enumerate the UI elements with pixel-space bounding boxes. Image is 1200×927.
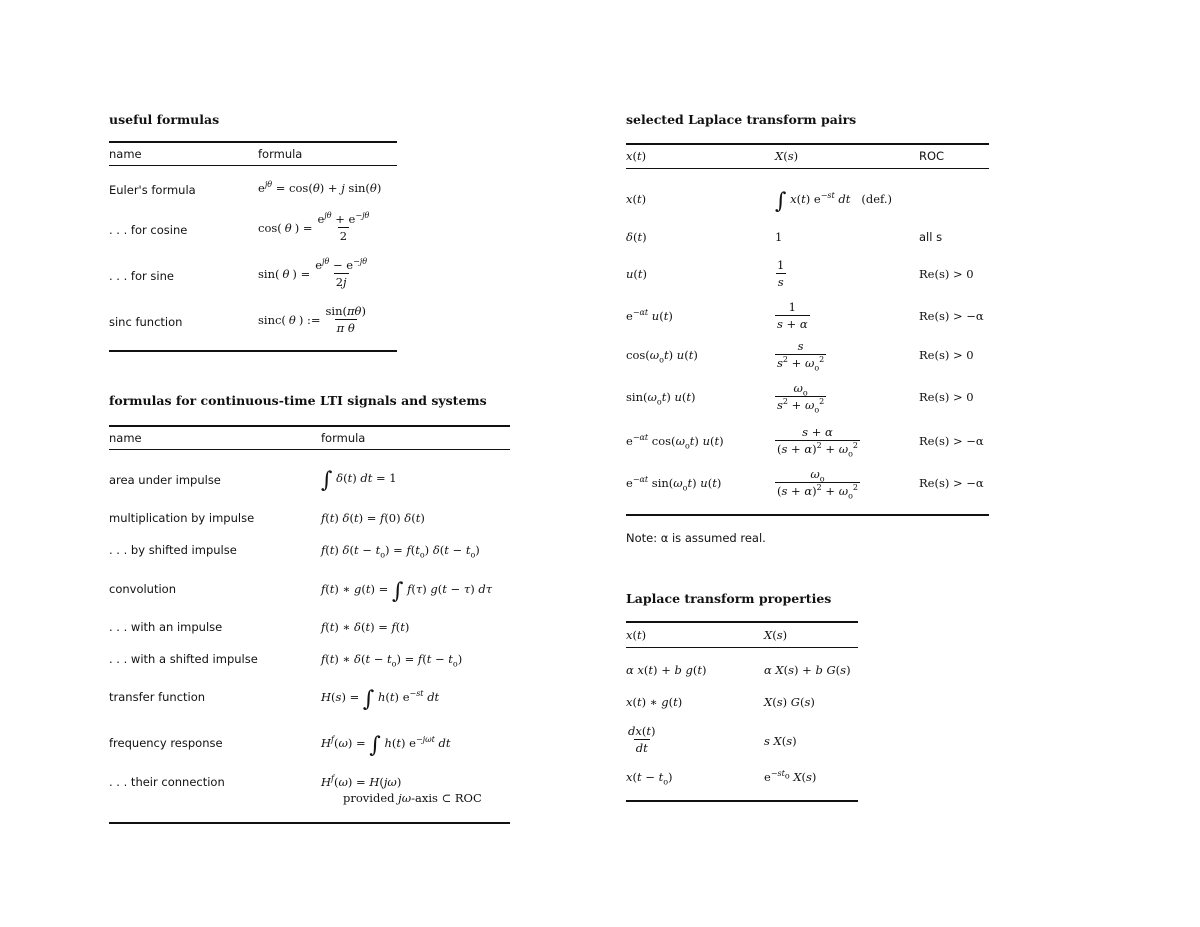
- lti-title: formulas for continuous-time LTI signals and systems: [109, 393, 487, 408]
- pair-x-cos: $\cos(\omega_ot)$ u(t): [626, 348, 698, 365]
- laplace-props-title: Laplace transform properties: [626, 591, 832, 606]
- area-under-impulse-formula: ∫ δ(t) dt = 1: [321, 468, 397, 493]
- useful-header-rule: [109, 165, 397, 166]
- cosine-formula: cos( θ ) = $\frac{e^{j\theta} + e^{-j\theta}}{2}$: [258, 211, 370, 243]
- lti-row-name: multiplication by impulse: [109, 511, 255, 525]
- def-label: (def.): [861, 192, 892, 206]
- lti-row-name: area under impulse: [109, 473, 221, 487]
- pair-x-damped-cos: $e^{-\alpha t}$ $\cos(\omega_ot)$ u(t): [626, 433, 724, 451]
- useful-header-name: name: [109, 147, 142, 161]
- useful-bottom-rule: [109, 350, 397, 352]
- multiplication-formula: f(t) δ(t) = f(0) δ(t): [321, 511, 425, 525]
- props-bottom-rule: [626, 800, 858, 802]
- shifted-impulse-formula: f(t) $\delta(t - t_o) = f(t_o)$ $\delta(t - t_o)$: [321, 543, 480, 560]
- frequency-response-formula: $H^f(\omega)$ = ∫ h(t) $e^{-j\omega t}$ dt: [321, 733, 451, 758]
- useful-header-formula: formula: [258, 147, 303, 161]
- props-header-rule: [626, 647, 858, 648]
- impulse-convolution-formula: f(t) ∗ δ(t) = f(t): [321, 620, 410, 634]
- lti-header-name: name: [109, 431, 142, 445]
- pair-X-def: ∫ x(t) $e^{-st}$ dt (def.): [775, 189, 892, 214]
- pairs-header-x: x(t): [626, 149, 647, 163]
- pair-x-def: x(t): [626, 192, 647, 206]
- props-header-x: x(t): [626, 628, 647, 642]
- pair-x-exp: $e^{-\alpha t}$ u(t): [626, 308, 673, 323]
- pair-X-damped-sin: $\frac{\omega_o}{(s + \alpha)^2 + \omega_o^2}$: [777, 467, 858, 501]
- pair-roc-exp: Re(s) > −α: [919, 309, 984, 323]
- connection-note: provided jω-axis ⊂ ROC: [343, 791, 482, 805]
- useful-top-rule: [109, 141, 397, 143]
- pairs-header-roc: ROC: [919, 149, 945, 163]
- lti-row-name: transfer function: [109, 690, 206, 704]
- pair-roc-cos: Re(s) > 0: [919, 348, 974, 362]
- pairs-note: Note: α is assumed real.: [626, 531, 766, 545]
- shifted-impulse-convolution-formula: f(t) ∗ $\delta(t - t_o) = f(t - t_o)$: [321, 652, 463, 669]
- lti-row-name: . . . their connection: [109, 775, 225, 789]
- sine-formula: sin( θ ) = $\frac{e^{j\theta} - e^{-j\theta}}{2j}$: [258, 257, 368, 289]
- lti-row-name: . . . by shifted impulse: [109, 543, 237, 557]
- prop-x-linearity: α x(t) + b g(t): [626, 663, 707, 677]
- lti-row-name: convolution: [109, 582, 177, 596]
- prop-x-derivative: $\frac{dx(t)}{dt}$: [628, 724, 656, 755]
- laplace-pairs-title: selected Laplace transform pairs: [626, 112, 857, 127]
- pairs-top-rule: [626, 143, 989, 145]
- pairs-header-rule: [626, 168, 989, 169]
- props-top-rule: [626, 621, 858, 623]
- pair-X-step: $\frac{1}{s}$: [777, 258, 785, 289]
- prop-x-convolution: x(t) ∗ g(t): [626, 695, 683, 709]
- convolution-formula: f(t) ∗ g(t) = ∫ f(τ) g(t − τ) dτ: [321, 579, 493, 604]
- pair-X-cos: $\frac{s}{s^2 + \omega_o^2}$: [777, 339, 825, 373]
- useful-row-name: . . . for sine: [109, 269, 174, 283]
- prop-X-convolution: X(s) G(s): [764, 695, 815, 709]
- pairs-bottom-rule: [626, 514, 989, 516]
- pair-roc-damped-cos: Re(s) > −α: [919, 434, 984, 448]
- lti-row-name: . . . with a shifted impulse: [109, 652, 258, 666]
- transfer-function-formula: H(s) = ∫ h(t) $e^{-st}$ dt: [321, 687, 440, 712]
- props-header-X: X(s): [764, 628, 788, 642]
- prop-x-shift: $x(t - t_o)$: [626, 770, 673, 787]
- pair-roc-step: Re(s) > 0: [919, 267, 974, 281]
- useful-row-name: . . . for cosine: [109, 223, 188, 237]
- lti-top-rule: [109, 425, 510, 427]
- pair-x-step: u(t): [626, 267, 648, 281]
- pair-x-damped-sin: $e^{-\alpha t}$ $\sin(\omega_ot)$ u(t): [626, 475, 722, 493]
- pair-X-damped-cos: $\frac{s + \alpha}{(s + \alpha)^2 + \omega_o^2}$: [777, 425, 858, 459]
- useful-row-name: Euler's formula: [109, 183, 196, 197]
- prop-X-linearity: α X(s) + b G(s): [764, 663, 851, 677]
- lti-bottom-rule: [109, 822, 510, 824]
- pair-X-sin: $\frac{\omega_o}{s^2 + \omega_o^2}$: [777, 381, 825, 415]
- useful-formulas-title: useful formulas: [109, 112, 220, 127]
- prop-X-shift: $e^{-st_o}$ X(s): [764, 769, 817, 784]
- lti-row-name: . . . with an impulse: [109, 620, 223, 634]
- useful-row-name: sinc function: [109, 315, 183, 329]
- lti-header-rule: [109, 449, 510, 450]
- pair-X-delta: 1: [775, 230, 783, 244]
- pair-x-sin: $\sin(\omega_ot)$ u(t): [626, 390, 696, 407]
- lti-header-formula: formula: [321, 431, 366, 445]
- pair-roc-damped-sin: Re(s) > −α: [919, 476, 984, 490]
- eulers-formula: $e^{j\theta} = \cos(\theta) + j$ sin(θ): [258, 180, 382, 195]
- pair-X-exp: $\frac{1}{s + \alpha}$: [777, 300, 808, 331]
- sinc-formula: sinc( θ ) := $\frac{\sin(\pi\theta)}{\text{π θ}}$: [258, 304, 366, 335]
- prop-X-derivative: s X(s): [764, 734, 797, 748]
- pair-roc-sin: Re(s) > 0: [919, 390, 974, 404]
- pair-roc-delta: all s: [919, 230, 943, 244]
- lti-row-name: frequency response: [109, 736, 223, 750]
- pair-x-delta: δ(t): [626, 230, 647, 244]
- connection-formula: $H^f(\omega) = H(j\omega)$: [321, 774, 402, 789]
- pairs-header-X: X(s): [775, 149, 799, 163]
